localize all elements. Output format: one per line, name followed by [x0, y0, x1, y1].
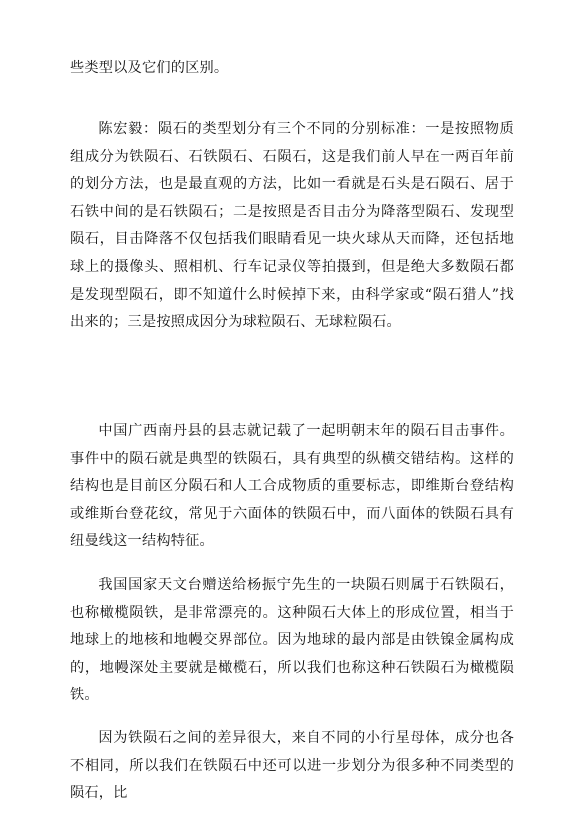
paragraph-meteorite-classification: 陈宏毅：陨石的类型划分有三个不同的分别标准：一是按照物质组成分为铁陨石、石铁陨石、石陨石，这是我们前人早在一两百年前的划分方法，也是最直观的方法，比如一看就是石头是石陨石、居于石铁中间的是石铁陨石；二是按照是否目击分为降落型陨石、发现型陨石，目击降落不仅包括我们眼睛看见一块火球从天而降，还包括地球上的摄像头、照相机、行车记录仪等拍摄到，但是绝大多数陨石都是发现型陨石，即不知道什么时候掉下来，由科学家或“陨石猎人”找出来的；三是按照成因分为球粒陨石、无球粒陨石。 — [70, 121, 514, 331]
paragraph-pallasite: 我国国家天文台赠送给杨振宁先生的一块陨石则属于石铁陨石，也称橄榄陨铁，是非常漂亮的。这种陨石大体上的形成位置，相当于地球上的地核和地幔交界部位。因为地球的最内部是由铁镍金属构成的，地幔深处主要就是橄榄石，所以我们也称这种石铁陨石为橄榄陨铁。 — [70, 577, 514, 704]
paragraph-nandan-iron-meteorite: 中国广西南丹县的县志就记载了一起明朝末年的陨石目击事件。事件中的陨石就是典型的铁陨石，具有典型的纵横交错结构。这样的结构也是目前区分陨石和人工合成物质的重要标志，即维斯台登结构或维斯台登花纹，常见于六面体的铁陨石中，而八面体的铁陨石具有纽曼线这一结构特征。 — [70, 423, 514, 550]
paragraph-continuation: 些类型以及它们的区别。 — [70, 60, 229, 76]
paragraph-iron-meteorite-subtypes: 因为铁陨石之间的差异很大，来自不同的小行星母体，成分也各不相同，所以我们在铁陨石中还可以进一步划分为很多种不同类型的陨石，比 — [70, 730, 514, 802]
